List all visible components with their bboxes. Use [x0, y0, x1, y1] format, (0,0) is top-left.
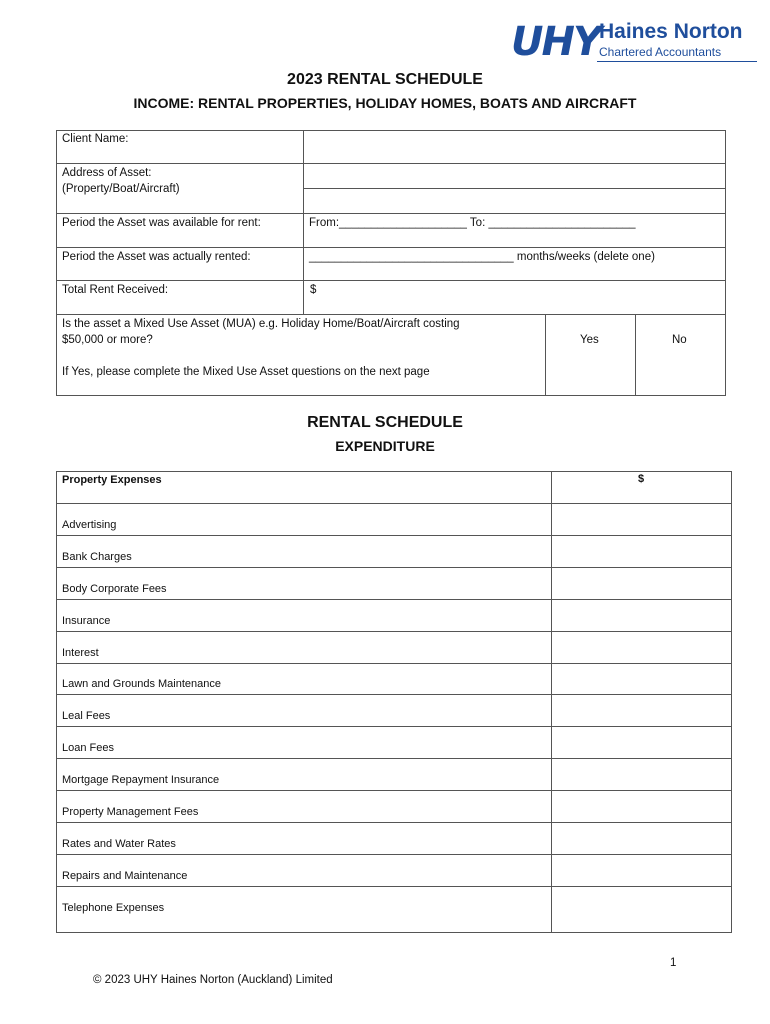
expense-amount-field[interactable]: [553, 600, 730, 630]
expense-amount-field[interactable]: [553, 695, 730, 725]
expense-amount-field[interactable]: [553, 664, 730, 694]
logo-underline: [597, 61, 757, 62]
address-field-1[interactable]: [305, 164, 725, 187]
mua-note: If Yes, please complete the Mixed Use Asset questions on the next page: [62, 366, 430, 378]
client-name-field[interactable]: [305, 131, 725, 162]
period-rented-label: Period the Asset was actually rented:: [62, 251, 251, 263]
logo-subtitle: Chartered Accountants: [599, 45, 722, 59]
period-available-field[interactable]: From:____________________ To: _______________________: [309, 217, 636, 229]
expense-amount-field[interactable]: [553, 887, 730, 917]
logo-mark: UHY: [511, 19, 600, 65]
address-field-2[interactable]: [305, 189, 725, 212]
period-rented-field[interactable]: ________________________________ months/weeks (delete one): [309, 251, 655, 263]
expense-item-label: Loan Fees: [62, 742, 114, 755]
expense-amount-field[interactable]: [553, 632, 730, 662]
mua-question-line1: Is the asset a Mixed Use Asset (MUA) e.g. Holiday Home/Boat/Aircraft costing: [62, 318, 460, 330]
expenses-column-divider: [551, 471, 552, 933]
expense-amount-field[interactable]: [553, 727, 730, 757]
expense-item-label: Advertising: [62, 518, 117, 531]
income-column-divider: [303, 130, 304, 314]
expense-item-label: Repairs and Maintenance: [62, 869, 188, 882]
expense-amount-field[interactable]: [553, 536, 730, 566]
mua-yes-option[interactable]: Yes: [580, 334, 599, 346]
row-divider: [56, 314, 726, 315]
expense-amount-field[interactable]: [553, 759, 730, 789]
expense-item-label: Mortgage Repayment Insurance: [62, 774, 220, 787]
expenses-header: Property Expenses: [62, 474, 162, 486]
expense-item-label: Leal Fees: [62, 710, 111, 723]
logo-name: Haines Norton: [599, 20, 743, 43]
page-number: 1: [670, 957, 677, 969]
company-logo: [511, 18, 759, 72]
mua-divider: [635, 314, 636, 396]
expense-item-label: Property Management Fees: [62, 806, 199, 818]
expense-amount-field[interactable]: [553, 823, 730, 853]
expense-amount-field[interactable]: [553, 568, 730, 598]
mua-no-option[interactable]: No: [672, 334, 687, 346]
mua-question-line2: $50,000 or more?: [62, 334, 153, 346]
row-divider: [56, 280, 726, 281]
page-title: 2023 RENTAL SCHEDULE: [287, 71, 483, 88]
copyright-footer: © 2023 UHY Haines Norton (Auckland) Limited: [93, 974, 333, 986]
expense-item-label: Body Corporate Fees: [62, 582, 167, 595]
expense-item-label: Telephone Expenses: [62, 901, 165, 914]
mua-divider: [545, 314, 546, 396]
currency-header: $: [638, 473, 645, 485]
row-divider: [56, 247, 726, 248]
total-rent-label: Total Rent Received:: [62, 284, 169, 296]
period-available-label: Period the Asset was available for rent:: [62, 217, 261, 229]
expenditure-title: RENTAL SCHEDULE: [307, 414, 463, 431]
expenditure-subtitle: EXPENDITURE: [335, 438, 435, 454]
expense-amount-field[interactable]: [553, 855, 730, 885]
client-name-label: Client Name:: [62, 133, 129, 145]
expense-item-label: Bank Charges: [62, 550, 132, 563]
address-label-line2: (Property/Boat/Aircraft): [62, 183, 180, 195]
address-label-line1: Address of Asset:: [62, 167, 152, 179]
page-subtitle: INCOME: RENTAL PROPERTIES, HOLIDAY HOMES, BOATS AND AIRCRAFT: [133, 95, 637, 111]
expense-item-label: Insurance: [62, 614, 111, 627]
expense-item-label: Rates and Water Rates: [62, 837, 176, 850]
expense-amount-field[interactable]: [553, 791, 730, 821]
expense-item-label: Interest: [62, 646, 99, 659]
total-rent-field[interactable]: $: [310, 284, 317, 296]
expense-item-label: Lawn and Grounds Maintenance: [62, 678, 221, 691]
row-divider: [56, 213, 726, 214]
expense-amount-field[interactable]: [553, 504, 730, 534]
